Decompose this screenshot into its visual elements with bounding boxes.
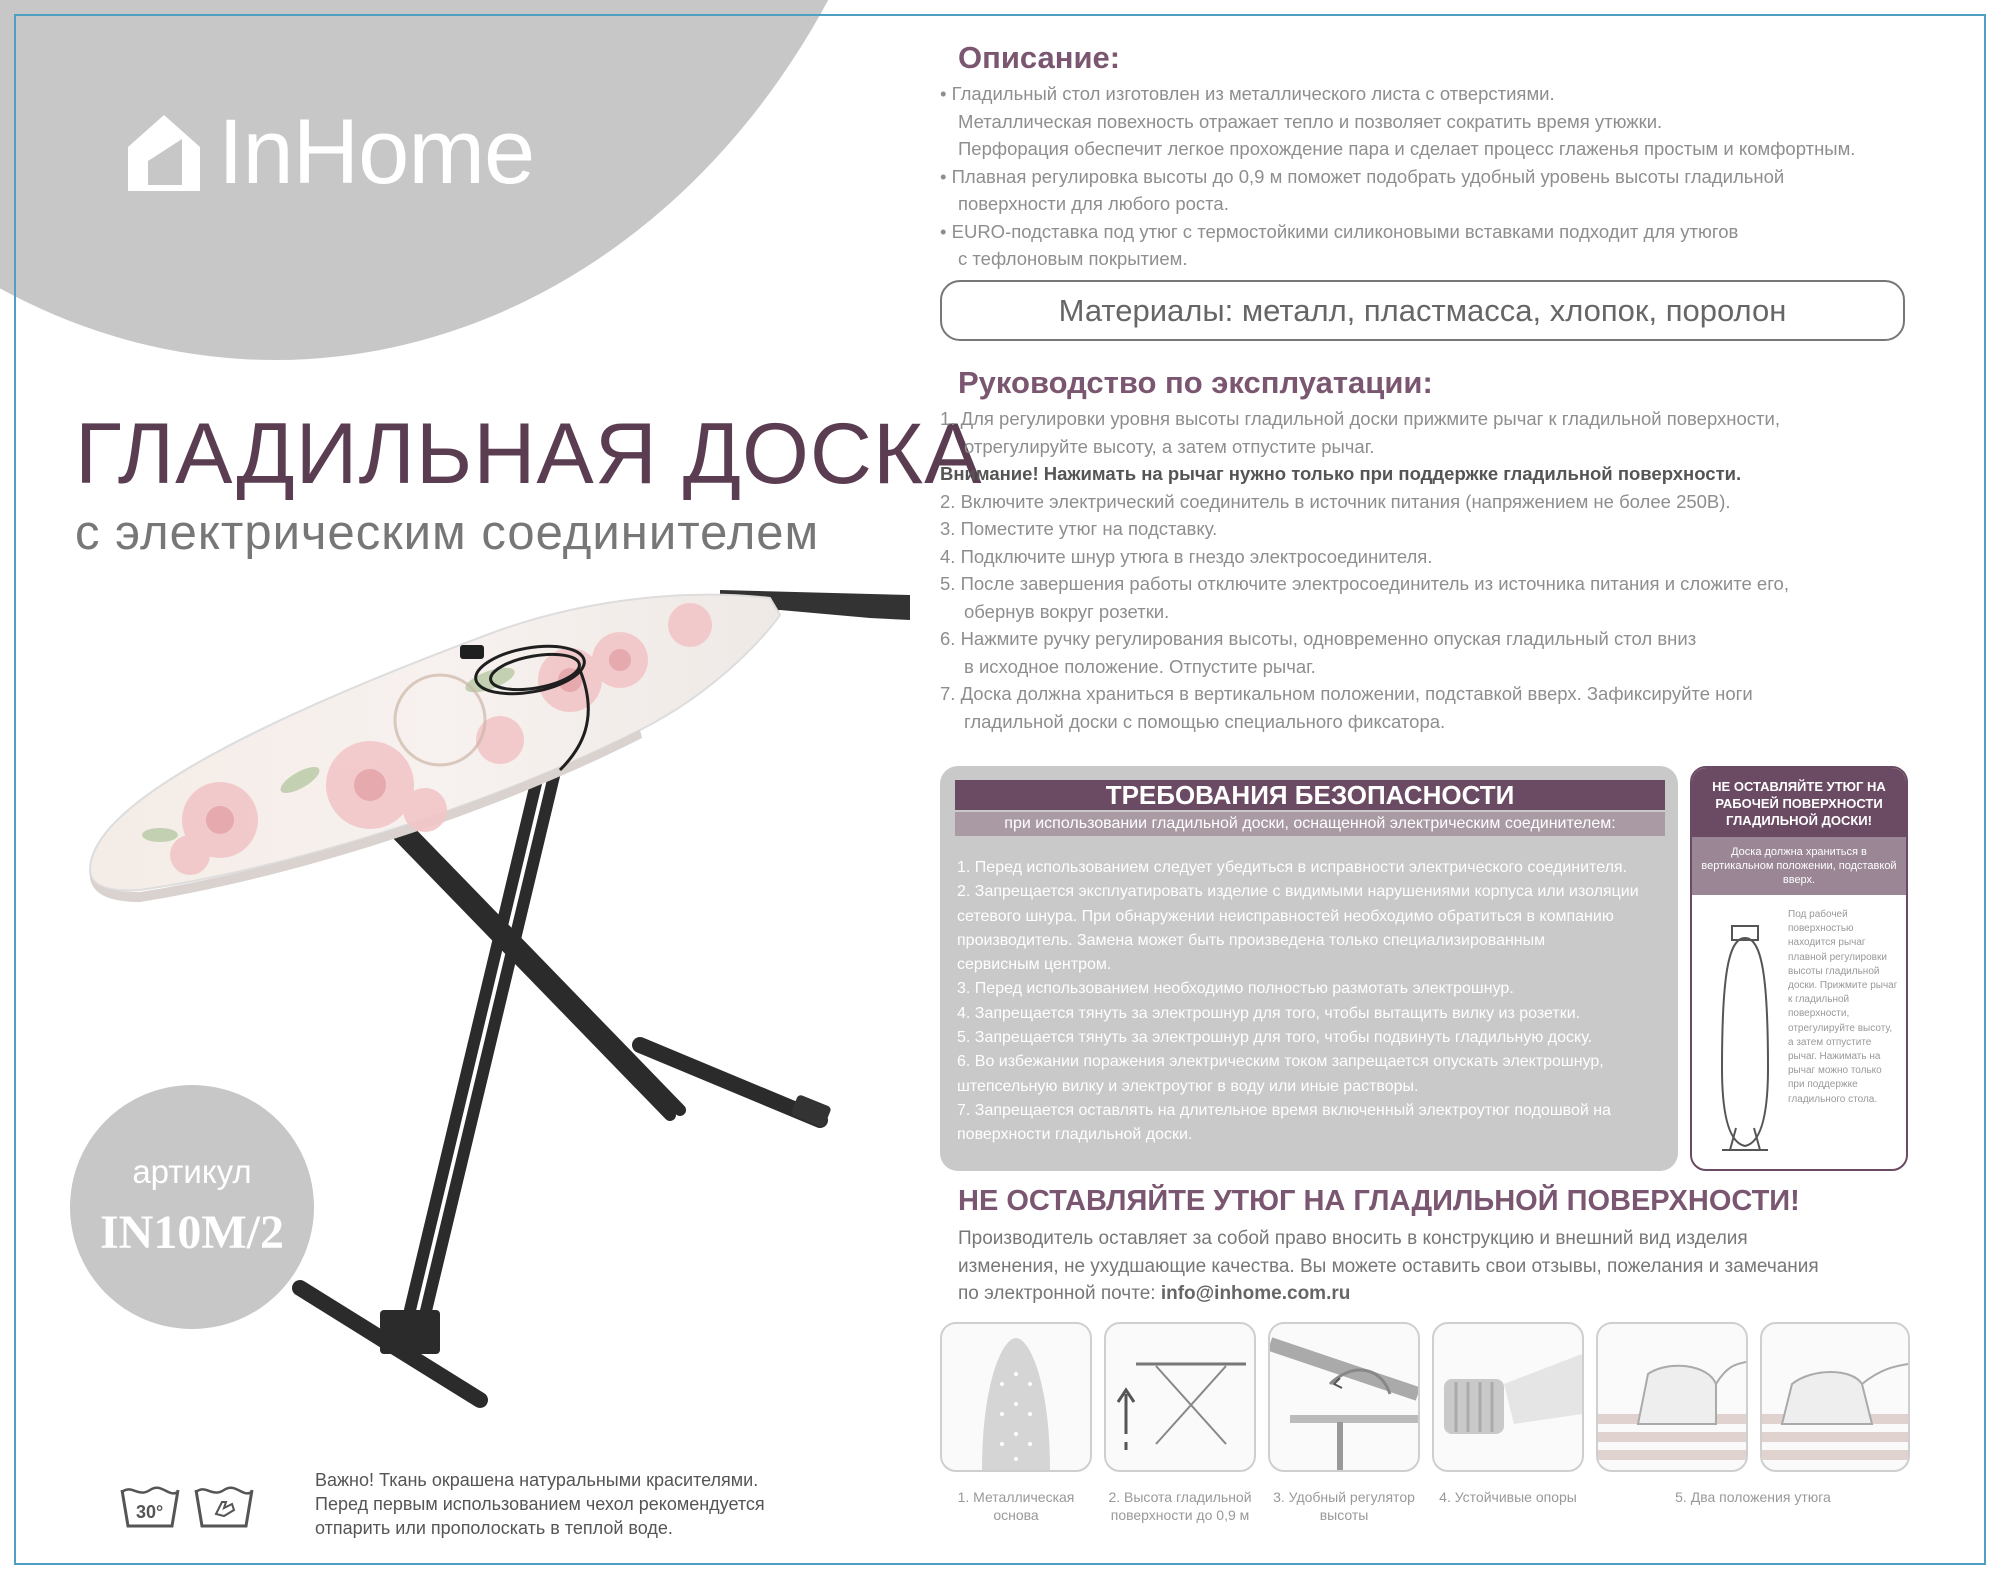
manual-line: 3. Поместите утюг на подставку. bbox=[940, 518, 1218, 539]
safety-line: 7. Запрещается оставлять на длительное время включенный электроутюг подошвой на bbox=[957, 1101, 1611, 1119]
manual-attention: Внимание! Нажимать на рычаг нужно только при поддержке гладильной поверхности. bbox=[940, 463, 1742, 484]
manual-line: 7. Доска должна храниться в вертикальном положении, подставкой вверх. Зафиксируйте ноги bbox=[940, 683, 1753, 704]
safety-line: 3. Перед использованием необходимо полностью размотать электрошнур. bbox=[957, 980, 1514, 998]
producer-line bbox=[958, 1280, 1819, 1308]
product-title: ГЛАДИЛЬНАЯ ДОСКА bbox=[75, 406, 983, 502]
feature-caption: 4. Устойчивые опоры bbox=[1439, 1489, 1577, 1505]
feature-caption: 2. Высота гладильной поверхности до 0,9 м bbox=[1108, 1489, 1252, 1523]
safety-line: 2. Запрещается эксплуатировать изделие с видимыми нарушениями корпуса или изоляции bbox=[957, 883, 1639, 901]
description-line: • Гладильный стол изготовлен из металлического листа с отверстиями. bbox=[940, 83, 1555, 104]
care-warning-line: отпарить или прополоскать в теплой воде. bbox=[315, 1518, 673, 1538]
description-line: Металлическая повехность отражает тепло и позволяет сократить время утюжки. bbox=[958, 110, 1663, 132]
description-line: поверхности для любого роста. bbox=[958, 193, 1229, 214]
metal-base-icon bbox=[942, 1324, 1090, 1470]
safety-line: штепсельную вилку и электроутюг в воду или иные растворы. bbox=[957, 1077, 1419, 1095]
safety-line: поверхности гладильной доски. bbox=[957, 1126, 1193, 1144]
feature-caption: 5. Два положения утюга bbox=[1675, 1489, 1831, 1505]
feature-regulator bbox=[1268, 1322, 1420, 1472]
side-subheading: Доска должна храниться в вертикальном положении, подставкой вверх. bbox=[1692, 837, 1906, 895]
manual-line: 4. Подключите шнур утюга в гнездо электросоединителя. bbox=[940, 545, 1433, 567]
safety-body bbox=[957, 856, 1677, 1148]
safety-line: 5. Запрещается тянуть за электрошнур для того, чтобы подвинуть гладильную доску. bbox=[957, 1029, 1593, 1047]
description-body bbox=[940, 80, 1955, 273]
care-icons bbox=[120, 1482, 254, 1530]
iron-warning-heading: НЕ ОСТАВЛЯЙТЕ УТЮГ НА ГЛАДИЛЬНОЙ ПОВЕРХНОСТИ! bbox=[958, 1185, 1800, 1217]
wash-30-icon bbox=[120, 1482, 180, 1530]
feature-icons bbox=[940, 1322, 1910, 1482]
manual-line: 2. Включите электрический соединитель в источник питания (напряжением не более 250В). bbox=[940, 490, 1731, 512]
feature-caption: 3. Удобный регулятор высоты bbox=[1273, 1489, 1415, 1523]
feature-metal-base bbox=[940, 1322, 1092, 1472]
care-warning bbox=[315, 1468, 765, 1540]
safety-line: 4. Запрещается тянуть за электрошнур для того, чтобы вытащить вилку из розетки. bbox=[957, 1004, 1581, 1022]
manual-section bbox=[940, 365, 1955, 735]
manual-heading: Руководство по эксплуатации: bbox=[958, 365, 1433, 400]
wash-temperature: 30° bbox=[136, 1502, 164, 1522]
care-warning-line: Перед первым использованием чехол рекомендуется bbox=[315, 1494, 765, 1514]
home-logo-icon bbox=[128, 115, 200, 191]
safety-panel bbox=[940, 766, 1678, 1171]
side-text: Под рабочей поверхностью находится рычаг плавной регулировки высоты гладильной доски. Прижмите рычаг к гладильной поверхности, отрегулируйте высоту, а затем отпустите рычаг. Нажимать на рычаг можно только при поддержке гладильного стола. bbox=[1788, 909, 1898, 1105]
manual-line: 5. После завершения работы отключите электросоединитель из источника питания и сложите его, bbox=[940, 573, 1789, 594]
article-badge bbox=[70, 1085, 314, 1329]
safety-subheading: при использовании гладильной доски, оснащенной электрическим соединителем: bbox=[955, 812, 1665, 836]
materials-box: Материалы: металл, пластмасса, хлопок, поролон bbox=[940, 280, 1905, 341]
regulator-icon bbox=[1270, 1324, 1418, 1470]
description-section bbox=[940, 40, 1955, 273]
brand-logo bbox=[128, 100, 534, 205]
article-code: IN10M/2 bbox=[100, 1206, 284, 1259]
product-subtitle: с электрическим соединителем bbox=[75, 506, 820, 560]
manual-line: 6. Нажмите ручку регулирования высоты, одновременно опуская гладильный стол вниз bbox=[940, 628, 1697, 649]
manual-line: в исходное положение. Отпустите рычаг. bbox=[964, 655, 1316, 677]
safety-line: сетевого шнура. При обнаружении неисправностей необходимо обратиться в компанию bbox=[957, 907, 1614, 925]
care-warning-line: Важно! Ткань окрашена натуральными красителями. bbox=[315, 1470, 759, 1490]
iron-rest-icon bbox=[1598, 1324, 1746, 1470]
producer-note bbox=[958, 1225, 1819, 1308]
producer-email-prefix: по электронной почте: bbox=[958, 1283, 1161, 1304]
hand-wash-icon bbox=[194, 1482, 254, 1530]
manual-line: 1. Для регулировки уровня высоты гладильной доски прижмите рычаг к гладильной поверхности, bbox=[940, 408, 1780, 429]
feature-height bbox=[1104, 1322, 1256, 1472]
manual-line: отрегулируйте высоту, а затем отпустите рычаг. bbox=[964, 435, 1375, 457]
safety-line: 6. Во избежании поражения электрическим током запрещается опускать электрошнур, bbox=[957, 1053, 1604, 1071]
manual-line: гладильной доски с помощью специального фиксатора. bbox=[964, 710, 1446, 732]
height-adjust-icon bbox=[1106, 1324, 1254, 1470]
manual-body bbox=[940, 405, 1955, 735]
description-line: • EURO-подставка под утюг с термостойкими силиконовыми вставками подходит для утюгов bbox=[940, 220, 1739, 242]
description-line: Перфорация обеспечит легкое прохождение пара и сделает процесс глаженья простым и комфортным. bbox=[958, 138, 1856, 159]
brand-name: InHome bbox=[218, 101, 535, 203]
feature-iron-position-1 bbox=[1596, 1322, 1748, 1472]
safety-line: сервисным центром. bbox=[957, 956, 1112, 974]
feature-feet bbox=[1432, 1322, 1584, 1472]
support-feet-icon bbox=[1434, 1324, 1582, 1470]
article-label: артикул bbox=[132, 1153, 252, 1190]
safety-line: 1. Перед использованием следует убедиться в исправности электрического соединителя. bbox=[957, 859, 1628, 876]
description-heading: Описание: bbox=[958, 40, 1121, 75]
safety-line: производитель. Замена может быть произведена только специализированным bbox=[957, 931, 1546, 949]
feature-iron-position-2 bbox=[1760, 1322, 1910, 1472]
storage-side-panel bbox=[1690, 766, 1908, 1171]
side-heading: НЕ ОСТАВЛЯЙТЕ УТЮГ НА РАБОЧЕЙ ПОВЕРХНОСТИ ГЛАДИЛЬНОЙ ДОСКИ! bbox=[1692, 768, 1906, 837]
iron-rest-alt-icon bbox=[1762, 1324, 1908, 1470]
producer-line: изменения, не ухудшающие качества. Вы можете оставить свои отзывы, пожелания и замечания bbox=[958, 1255, 1819, 1277]
producer-line: Производитель оставляет за собой право вносить в конструкцию и внешний вид изделия bbox=[958, 1228, 1748, 1249]
description-line: • Плавная регулировка высоты до 0,9 м поможет подобрать удобный уровень высоты гладильной bbox=[940, 165, 1785, 187]
safety-heading: ТРЕБОВАНИЯ БЕЗОПАСНОСТИ bbox=[955, 780, 1665, 810]
description-line: с тефлоновым покрытием. bbox=[958, 248, 1188, 269]
vertical-board-icon bbox=[1702, 918, 1788, 1158]
producer-email[interactable]: info@inhome.com.ru bbox=[1160, 1283, 1351, 1304]
feature-caption: 1. Металлическая основа bbox=[957, 1489, 1075, 1523]
manual-line: обернув вокруг розетки. bbox=[964, 600, 1170, 622]
